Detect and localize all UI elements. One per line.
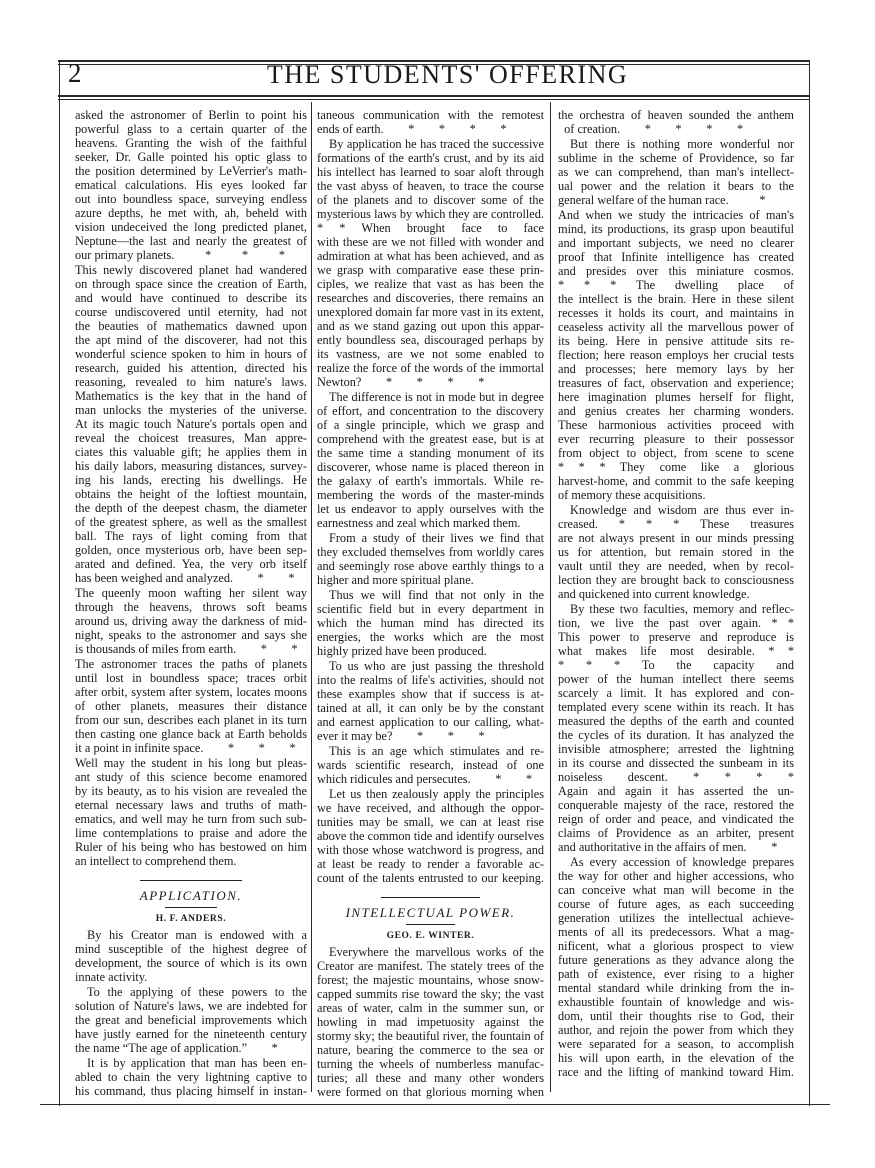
text-line: are not always present in our minds pressing bbox=[558, 531, 794, 545]
text-line: Ruler of his being who has bestowed on him bbox=[75, 840, 307, 854]
article-byline: H. F. ANDERS. bbox=[155, 914, 227, 924]
text-line: his will upon earth, in the elevation of the bbox=[558, 1051, 794, 1065]
text-line: lection they are brought back to consciousness bbox=[558, 573, 794, 587]
text-line: * * When brought face to face bbox=[317, 221, 544, 235]
text-line: the same time a standing monument of its bbox=[317, 446, 544, 460]
text-line: Thus we will find that not only in the bbox=[329, 588, 544, 602]
text-line: seeker, Dr. Galle pointed his optic glass to bbox=[75, 150, 307, 164]
text-line: the name “The age of application.” * bbox=[75, 1041, 278, 1055]
left-page-border bbox=[59, 60, 60, 1106]
text-line: is thousands of miles from earth. * * bbox=[75, 642, 298, 656]
text-line: Creator are manifest. The stately trees of the bbox=[317, 959, 544, 973]
article-byline: GEO. E. WINTER. bbox=[386, 931, 475, 941]
text-line: they excluded themselves from worldly cares bbox=[317, 545, 544, 559]
text-line: researches and discoveries, there remains an bbox=[317, 291, 544, 305]
text-line: nature, bearing the commerce to the sea or bbox=[317, 1043, 544, 1057]
text-line: ends of earth. * * * * bbox=[317, 122, 507, 136]
paragraph bbox=[75, 263, 307, 585]
text-line: have justly earned for the nineteenth century bbox=[75, 1027, 307, 1041]
text-line: us for attention, but remain stored in the bbox=[558, 545, 794, 559]
text-line: the depth of the deepest chasm, the diameter bbox=[75, 501, 307, 515]
text-line: arated and defined. Yea, the very orb itself bbox=[75, 557, 307, 571]
text-line: which ridicules and persecutes. * * bbox=[317, 772, 533, 786]
text-line: The difference is not in mode but in degree bbox=[329, 390, 544, 404]
text-line: his command, thus placing himself in instan- bbox=[75, 1084, 307, 1098]
text-line: out into boundless space, surveying endless bbox=[75, 192, 307, 206]
text-line: heavens. Granting the wish of the faithful bbox=[75, 136, 307, 150]
text-line: and earnest application to our calling, what- bbox=[317, 715, 544, 729]
bottom-page-border bbox=[40, 1104, 830, 1105]
paragraph bbox=[558, 137, 794, 207]
text-line: From a study of their lives we find that bbox=[329, 531, 544, 545]
text-line: the galaxy of earth's immortals. While re- bbox=[317, 474, 544, 488]
text-line: mysterious laws by which they are controlled. bbox=[317, 207, 544, 221]
text-line: its being. Here in pensive attitude sits re- bbox=[558, 334, 794, 348]
text-line: through the heavens, throws soft beams bbox=[75, 600, 307, 614]
text-line: * * * To the capacity and bbox=[558, 658, 794, 672]
text-line: By his Creator man is endowed with a bbox=[87, 928, 307, 942]
text-line: azure depths, he met with, ah, beheld with bbox=[75, 206, 307, 220]
text-line: tion, we live the past over again. * * bbox=[558, 616, 794, 630]
paragraph bbox=[317, 531, 544, 587]
text-line: and authoritative in the affairs of men. * bbox=[558, 840, 778, 854]
text-line: scientific field but in every department in bbox=[317, 602, 544, 616]
title-underline bbox=[406, 924, 456, 925]
text-line: ceaseless activity all the marvellous power of bbox=[558, 320, 794, 334]
text-line: course of future ages, as each succeeding bbox=[558, 897, 794, 911]
text-line: of memory these acquisitions. bbox=[558, 488, 706, 502]
text-line: unexplored domain far more vast in its extent, bbox=[317, 305, 544, 319]
text-line: we grasp with comparative ease these prin- bbox=[317, 263, 544, 277]
paragraph bbox=[558, 602, 794, 854]
page-number: 2 bbox=[68, 58, 82, 88]
text-line: treasures of fact, observation and experience; bbox=[558, 376, 794, 390]
text-line: of effort, and concentration to the discovery bbox=[317, 404, 544, 418]
text-line: realize the force of the words of the immortal bbox=[317, 361, 544, 375]
paragraph bbox=[75, 756, 307, 868]
column-1 bbox=[75, 108, 307, 1099]
text-line: and seemingly rose above earthly things to a bbox=[317, 559, 544, 573]
text-line: these examples show that if success is at- bbox=[317, 687, 544, 701]
text-line: dom, until their thoughts rise to God, their bbox=[558, 1009, 794, 1023]
text-line: our primary planets. * * * bbox=[75, 248, 286, 262]
text-line: power of the human intellect there seems bbox=[558, 672, 794, 686]
text-line: into the realms of life's activities, should not bbox=[317, 673, 544, 687]
text-line: on through space since the creation of Earth, bbox=[75, 277, 307, 291]
text-line: And when we study the intricacies of man's bbox=[558, 208, 794, 222]
text-line: eternal necessary laws and truths of math- bbox=[75, 798, 307, 812]
text-line: golden, once mysterious orb, have been sep- bbox=[75, 543, 307, 557]
text-line: ciates this valuable gift; he applies them in bbox=[75, 445, 307, 459]
text-line: admiration at what has been achieved, and as bbox=[317, 249, 544, 263]
text-line: capped summits rise toward the sky; the vast bbox=[317, 987, 544, 1001]
text-line: of the greatest sphere, as well as the smallest bbox=[75, 515, 307, 529]
text-line: until lost in boundless space; traces orbit bbox=[75, 671, 307, 685]
text-line: reign of order and peace, and vindicated the bbox=[558, 812, 794, 826]
text-line: ual power and the relation it bears to the bbox=[558, 179, 794, 193]
text-line: general welfare of the human race. * bbox=[558, 193, 766, 207]
text-line: Neptune—the last and nearly the greatest of bbox=[75, 234, 307, 248]
text-line: the vast abyss of heaven, to trace the course bbox=[317, 179, 544, 193]
text-line: noiseless descent. * * * * bbox=[558, 770, 794, 784]
text-line: the cycles of its duration. It has analyzed the bbox=[558, 728, 794, 742]
text-line: race and the lifting of mankind toward Him. bbox=[558, 1065, 794, 1079]
text-line: an intellect to comprehend them. bbox=[75, 854, 237, 868]
text-line: comprehend with the greatest ease, but is at bbox=[317, 432, 544, 446]
text-line: scarcely a limit. It has explored and con- bbox=[558, 686, 794, 700]
column-divider-1 bbox=[311, 102, 312, 1092]
text-line: night, speaks to the astronomer and says she bbox=[75, 628, 307, 642]
text-line: Everywhere the marvellous works of the bbox=[329, 945, 544, 959]
text-line: ematics, and well may he turn from such sub- bbox=[75, 812, 307, 826]
text-line: exhaustible fountain of knowledge and wis- bbox=[558, 995, 794, 1009]
text-line: what makes life most desirable. * * bbox=[558, 644, 794, 658]
section-divider bbox=[140, 880, 242, 881]
text-line: man unlocks the mysteries of the universe. bbox=[75, 403, 307, 417]
paragraph bbox=[75, 985, 307, 1055]
masthead-bottom-rule-thin bbox=[58, 99, 810, 100]
text-line: and would have continued to describe its bbox=[75, 291, 307, 305]
text-line: the position determined by LeVerrier's math- bbox=[75, 164, 307, 178]
text-line: by its beauty, as to his vision are revealed the bbox=[75, 784, 307, 798]
text-line: and as we stand gazing out upon this appar- bbox=[317, 319, 544, 333]
text-line: reveal the choicest treasures, Man appre- bbox=[75, 431, 307, 445]
column-2 bbox=[317, 108, 544, 1100]
text-line: tunities may be small, we can at least rise bbox=[317, 815, 544, 829]
text-line: As every accession of knowledge prepares bbox=[570, 855, 794, 869]
text-line: here imagination plumes herself for flight, bbox=[558, 390, 794, 404]
text-line: Knowledge and wisdom are thus ever in- bbox=[570, 503, 794, 517]
text-line: with these are we not filled with wonder and bbox=[317, 235, 544, 249]
text-line: obtains the height of the loftiest mountain, bbox=[75, 487, 307, 501]
text-line: the great and beneficial improvements which bbox=[75, 1013, 307, 1027]
text-line: By application he has traced the successive bbox=[329, 137, 544, 151]
text-line: It is by application that man has been en- bbox=[87, 1056, 307, 1070]
text-line: of a single principle, which we grasp and bbox=[317, 418, 544, 432]
paragraph bbox=[317, 787, 544, 885]
text-line: Again and again it has asserted the un- bbox=[558, 784, 794, 798]
text-line: invisible atmosphere; arrested the lightning bbox=[558, 742, 794, 756]
text-line: in its course and dissected the sunbeam in its bbox=[558, 756, 794, 770]
text-line: ments of all its predecessors. What a mag- bbox=[558, 925, 794, 939]
text-line: At its magic touch Nature's portals open and bbox=[75, 417, 307, 431]
text-line: of the planets and to discover some of the bbox=[317, 193, 544, 207]
text-line: The astronomer traces the paths of planets bbox=[75, 657, 307, 671]
text-line: abled to chain the very lightning captive to bbox=[75, 1070, 307, 1084]
text-line: vault until they are needed, when by recol- bbox=[558, 559, 794, 573]
text-line: his daily labors, measuring distances, survey- bbox=[75, 459, 307, 473]
text-line: ever recurring pleasure to their possessor bbox=[558, 432, 794, 446]
text-line: can conceive what man will become in the bbox=[558, 883, 794, 897]
text-line: generation utilizes the intellectual achieve- bbox=[558, 911, 794, 925]
paragraph bbox=[75, 586, 307, 656]
text-line: This power to preserve and reproduce is bbox=[558, 630, 794, 644]
text-line: To us who are just passing the threshold bbox=[329, 659, 544, 673]
text-line: the beauties of mathematics dawned upon bbox=[75, 319, 307, 333]
text-line: as we can comprehend, than man's intellect- bbox=[558, 165, 794, 179]
text-line: above the common tide and identify ourselves bbox=[317, 829, 544, 843]
paragraph bbox=[317, 945, 544, 1099]
text-line: count of the talents entrusted to our keeping. bbox=[317, 871, 544, 885]
text-line: and processes; here memory lays by her bbox=[558, 362, 794, 376]
text-line: sublime in the scheme of Providence, so far bbox=[558, 151, 794, 165]
text-line: earnestness and zeal which marked them. bbox=[317, 516, 521, 530]
column-3 bbox=[558, 108, 794, 1080]
section-divider bbox=[381, 897, 481, 898]
text-line: Newton? * * * * bbox=[317, 375, 485, 389]
text-line: flection; here reason employs her crucial tests bbox=[558, 348, 794, 362]
text-line: forest; the majestic mountains, whose snow- bbox=[317, 973, 544, 987]
text-line: areas of water, calm in the summer sun, or bbox=[317, 1001, 544, 1015]
text-line: proof that Infinite intelligence has created bbox=[558, 250, 794, 264]
text-line: conquerable majesty of the race, restored the bbox=[558, 798, 794, 812]
paragraph bbox=[317, 588, 544, 658]
text-line: ciples, we realize that vast as has been the bbox=[317, 277, 544, 291]
text-line: path of existence, ever rising to a higher bbox=[558, 967, 794, 981]
text-line: let us endeavor to apply ourselves with the bbox=[317, 502, 544, 516]
right-page-border bbox=[809, 60, 810, 1106]
text-line: tained at all, it can only be by the constant bbox=[317, 701, 544, 715]
text-line: and important subjects, we need no clearer bbox=[558, 236, 794, 250]
title-underline bbox=[165, 907, 216, 908]
text-line: the way for other and higher accessions, who bbox=[558, 869, 794, 883]
text-line: mental standard while drinking from the in- bbox=[558, 981, 794, 995]
text-line: wards scientific research, instead of one bbox=[317, 758, 544, 772]
text-line: of creation. * * * * bbox=[558, 122, 744, 136]
text-line: the intellect is the brain. Here in these silent bbox=[558, 292, 794, 306]
text-line: claims of Providence as an arbiter, present bbox=[558, 826, 794, 840]
text-line: * * * They come like a glorious bbox=[558, 460, 794, 474]
text-line: course undiscovered until eternity, had not bbox=[75, 305, 307, 319]
text-line: lime contemplations to praise and adore the bbox=[75, 826, 307, 840]
text-line: higher and more spiritual plane. bbox=[317, 573, 474, 587]
text-line: it a point in infinite space. * * * bbox=[75, 741, 296, 755]
paragraph bbox=[317, 659, 544, 743]
text-line: and genius creates her charming wonders. bbox=[558, 404, 794, 418]
text-line: which the human mind has directed its bbox=[317, 616, 544, 630]
text-line: stormy sky; the beautiful river, the fountain of bbox=[317, 1029, 544, 1043]
paragraph bbox=[558, 855, 794, 1079]
paragraph bbox=[558, 503, 794, 601]
text-line: Mathematics is the key that in the hand of bbox=[75, 389, 307, 403]
text-line: with those whose watchword is progress, and bbox=[317, 843, 544, 857]
text-line: ever it may be? * * * bbox=[317, 729, 485, 743]
text-line: were formed on that glorious morning when bbox=[317, 1085, 544, 1099]
text-line: measured the depths of the earth and counted bbox=[558, 714, 794, 728]
text-line: taneous communication with the remotest bbox=[317, 108, 544, 122]
text-line: ing his lands, erecting his dwellings. He bbox=[75, 473, 307, 487]
text-line: discoverer, whose name is placed thereon in bbox=[317, 460, 544, 474]
text-line: has been weighed and analyzed. * * bbox=[75, 571, 295, 585]
text-line: recesses it holds its court, and maintains in bbox=[558, 306, 794, 320]
text-line: future generations as they advance along the bbox=[558, 953, 794, 967]
text-line: creased. * * * These treasures bbox=[558, 517, 794, 531]
text-line: the apt mind of the discoverer, had not this bbox=[75, 333, 307, 347]
text-line: we have received, and although the oppor- bbox=[317, 801, 544, 815]
paragraph bbox=[558, 108, 794, 136]
text-line: wonderful science spoken to him in hours of bbox=[75, 347, 307, 361]
text-line: * * * The dwelling place of bbox=[558, 278, 794, 292]
text-line: reasoning, revealed to him nature's laws. bbox=[75, 375, 307, 389]
text-line: turies; all these and many other wonders bbox=[317, 1071, 544, 1085]
text-line: nificent, what a glorious prospect to view bbox=[558, 939, 794, 953]
text-line: and quickened into current knowledge. bbox=[558, 587, 750, 601]
text-line: energies, the works which are the most bbox=[317, 630, 544, 644]
newspaper-title: THE STUDENTS' OFFERING bbox=[266, 60, 629, 89]
text-line: Let us then zealously apply the principles bbox=[329, 787, 544, 801]
article-title: APPLICATION. bbox=[139, 888, 243, 903]
text-line: But there is nothing more wonderful nor bbox=[570, 137, 794, 151]
text-line: templated every scene within its reach. It has bbox=[558, 700, 794, 714]
text-line: turning the wheels of numberless manufac- bbox=[317, 1057, 544, 1071]
text-line: howling in mad impetuosity against the bbox=[317, 1015, 544, 1029]
text-line: membering the words of the master-minds bbox=[317, 488, 544, 502]
paragraph bbox=[75, 108, 307, 262]
text-line: ball. The rays of light coming from that bbox=[75, 529, 307, 543]
text-line: vision undeceived the long predicted planet, bbox=[75, 220, 307, 234]
paragraph bbox=[558, 208, 794, 502]
text-line: from object to object, from scene to scene bbox=[558, 446, 794, 460]
text-line: solution of Nature's laws, we are indebted for bbox=[75, 999, 307, 1013]
text-line: mind susceptible of the highest degree of bbox=[75, 942, 307, 956]
text-line: ant study of this science become enamored bbox=[75, 770, 307, 784]
text-line: from our sun, describes each planet in its turn bbox=[75, 713, 307, 727]
paragraph bbox=[317, 108, 544, 136]
text-line: The queenly moon wafting her silent way bbox=[75, 586, 307, 600]
text-line: around us, driving away the darkness of mid- bbox=[75, 614, 307, 628]
paragraph bbox=[317, 137, 544, 389]
text-line: harvest-home, and commit to the safe keeping bbox=[558, 474, 794, 488]
text-line: development, the source of which is its own bbox=[75, 956, 307, 970]
text-line: research, guided his attention, directed his bbox=[75, 361, 307, 375]
text-line: of other planets, measures their distance bbox=[75, 699, 307, 713]
text-line: and presides over this miniature cosmos. bbox=[558, 264, 794, 278]
text-line: the orchestra of heaven sounded the anthem bbox=[558, 108, 794, 122]
text-line: highly prized have been produced. bbox=[317, 644, 487, 658]
text-line: By these two faculties, memory and reflec- bbox=[570, 602, 794, 616]
text-line: ematical calculations. His eyes looked far bbox=[75, 178, 307, 192]
text-line: its vastness, are we not some enabled to bbox=[317, 347, 544, 361]
text-line: This is an age which stimulates and re- bbox=[329, 744, 544, 758]
text-line: powerful glass to a certain quarter of the bbox=[75, 122, 307, 136]
article-title: INTELLECTUAL POWER. bbox=[345, 905, 516, 920]
masthead-bottom-rule bbox=[58, 95, 810, 97]
text-line: innate activity. bbox=[75, 970, 148, 984]
text-line: author, and rejoin the power from which they bbox=[558, 1023, 794, 1037]
paragraph bbox=[75, 928, 307, 984]
paragraph bbox=[75, 1056, 307, 1098]
text-line: after orbit, system after system, locates moons bbox=[75, 685, 307, 699]
paragraph bbox=[317, 744, 544, 786]
paragraph bbox=[317, 390, 544, 530]
text-line: Well may the student in his long but pleas- bbox=[75, 756, 307, 770]
text-line: his intellect has learned to soar aloft through bbox=[317, 165, 544, 179]
text-line: formations of the earth's crust, and by its aid bbox=[317, 151, 544, 165]
text-line: then casting one glance back at Earth beholds bbox=[75, 727, 307, 741]
text-line: These harmonious activities proceed with bbox=[558, 418, 794, 432]
text-line: ently boundless sea, discouraged perhaps by bbox=[317, 333, 544, 347]
text-line: asked the astronomer of Berlin to point his bbox=[75, 108, 307, 122]
text-line: To the applying of these powers to the bbox=[87, 985, 307, 999]
text-line: mind, its productions, its grasp upon beautiful bbox=[558, 222, 794, 236]
paragraph bbox=[75, 657, 307, 755]
text-line: at least be ready to render a favorable ac- bbox=[317, 857, 544, 871]
column-divider-2 bbox=[550, 102, 551, 1092]
text-line: were separated for a season, to accomplish bbox=[558, 1037, 794, 1051]
text-line: This newly discovered planet had wandered bbox=[75, 263, 307, 277]
